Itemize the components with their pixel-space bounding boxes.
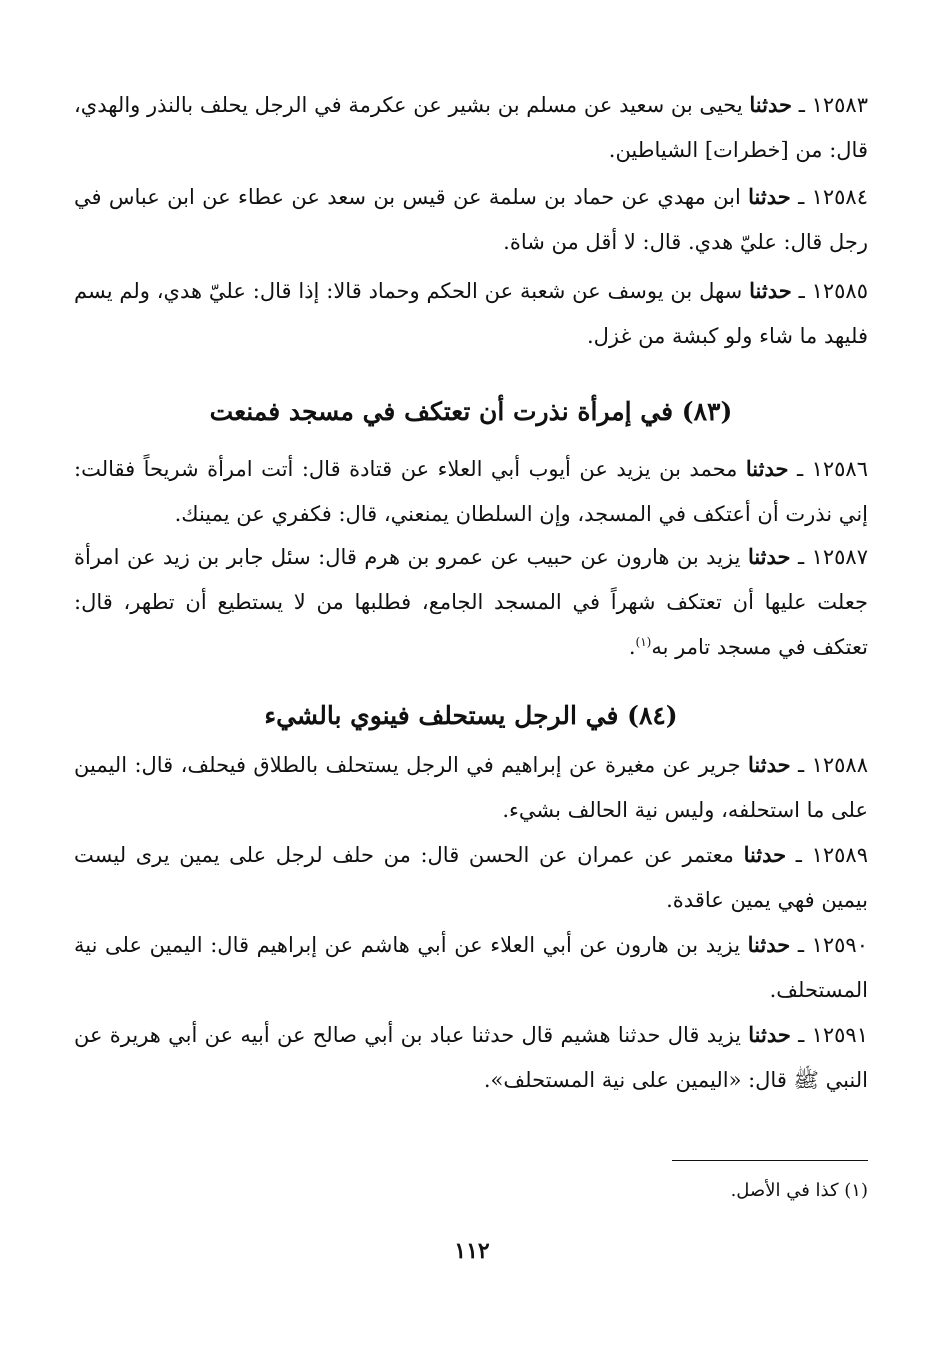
hadith-entry-12585: ١٢٥٨٥ ـ حدثنا سهل بن يوسف عن شعبة عن الحكم وحماد قالا: إذا قال: عليّ هدي، ولم يسم فليهد ما شاء ولو كبشة من غزل. <box>74 278 868 348</box>
entry-text: سهل بن يوسف عن شعبة عن الحكم وحماد قالا: إذا قال: عليّ هدي، ولم يسم فليهد ما شاء ولو كبشة من غزل. <box>74 279 868 348</box>
hadith-entry-12584: ١٢٥٨٤ ـ حدثنا ابن مهدي عن حماد بن سلمة عن قيس بن سعد عن عطاء عن ابن عباس في رجل قال: عليّ هدي. قال: لا أقل من شاة. <box>74 184 868 254</box>
footnote: (١) كذا في الأصل. <box>730 1180 868 1201</box>
chapter-heading-83: (٨٣) في إمرأة نذرت أن تعتكف في مسجد فمنعت <box>209 397 733 426</box>
entry-text: جرير عن مغيرة عن إبراهيم في الرجل يستحلف بالطلاق فيحلف، قال: اليمين على ما استحلفه، وليس نية الحالف بشيء. <box>74 753 868 822</box>
entry-number: ١٢٥٨٥ <box>811 279 868 303</box>
entry-lead: حدثنا <box>747 544 791 569</box>
entry-number: ١٢٥٨٤ <box>811 185 868 209</box>
entry-number: ١٢٥٨٣ <box>811 93 868 117</box>
hadith-entry-12589: ١٢٥٨٩ ـ حدثنا معتمر عن عمران عن الحسن قال: من حلف لرجل على يمين يرى ليست بيمين فهي يمين عاقدة. <box>74 842 868 912</box>
page-number: ١١٢ <box>454 1238 490 1264</box>
entry-text: محمد بن يزيد عن أيوب أبي العلاء عن قتادة قال: أتت امرأة شريحاً فقالت: إني نذرت أن أعتكف في المسجد، وإن السلطان يمنعني، قال: فكفري عن يمينك. <box>74 457 868 526</box>
entry-text: يزيد قال حدثنا هشيم قال حدثنا عباد بن أبي صالح عن أبيه عن أبي هريرة عن النبي ﷺ قال: «اليمين على نية المستحلف». <box>74 1023 868 1092</box>
entry-text: ابن مهدي عن حماد بن سلمة عن قيس بن سعد عن عطاء عن ابن عباس في رجل قال: عليّ هدي. قال: لا أقل من شاة. <box>74 185 868 254</box>
entry-number: ١٢٥٨٦ <box>811 457 868 481</box>
hadith-entry-12583: ١٢٥٨٣ ـ حدثنا يحيى بن سعيد عن مسلم بن بشير عن عكرمة في الرجل يحلف بالنذر والهدي، قال: من [خطرات] الشياطين. <box>74 92 868 162</box>
entry-lead: حدثنا <box>749 92 792 117</box>
entry-text: معتمر عن عمران عن الحسن قال: من حلف لرجل على يمين يرى ليست بيمين فهي يمين عاقدة. <box>74 843 868 912</box>
entry-number: ١٢٥٨٩ <box>811 843 868 867</box>
hadith-entry-12591: ١٢٥٩١ ـ حدثنا يزيد قال حدثنا هشيم قال حدثنا عباد بن أبي صالح عن أبيه عن أبي هريرة عن النبي ﷺ قال: «اليمين على نية المستحلف». <box>74 1022 868 1092</box>
entry-number: ١٢٥٩٠ <box>811 933 868 957</box>
entry-lead: حدثنا <box>749 278 792 303</box>
hadith-entry-12586: ١٢٥٨٦ ـ حدثنا محمد بن يزيد عن أيوب أبي العلاء عن قتادة قال: أتت امرأة شريحاً فقالت: إني نذرت أن أعتكف في المسجد، وإن السلطان يمنعني، قال: فكفري عن يمينك. <box>74 456 868 526</box>
footnote-marker: (١) <box>635 635 652 649</box>
entry-tail: . <box>628 635 636 659</box>
entry-lead: حدثنا <box>745 456 789 481</box>
hadith-entry-12588: ١٢٥٨٨ ـ حدثنا جرير عن مغيرة عن إبراهيم في الرجل يستحلف بالطلاق فيحلف، قال: اليمين على ما استحلفه، وليس نية الحالف بشيء. <box>74 752 868 822</box>
entry-lead: حدثنا <box>743 842 787 867</box>
entry-text: يحيى بن سعيد عن مسلم بن بشير عن عكرمة في الرجل يحلف بالنذر والهدي، قال: من [خطرات] الشياطين. <box>74 93 868 162</box>
hadith-entry-12590: ١٢٥٩٠ ـ حدثنا يزيد بن هارون عن أبي العلاء عن أبي هاشم عن إبراهيم قال: اليمين على نية المستحلف. <box>74 932 868 1002</box>
entry-number: ١٢٥٨٧ <box>811 545 868 569</box>
entry-number: ١٢٥٩١ <box>811 1023 868 1047</box>
chapter-heading-84: (٨٤) في الرجل يستحلف فينوي بالشيء <box>264 701 678 730</box>
footnote-separator <box>672 1160 868 1161</box>
entry-lead: حدثنا <box>748 184 791 209</box>
entry-text: يزيد بن هارون عن أبي العلاء عن أبي هاشم عن إبراهيم قال: اليمين على نية المستحلف. <box>74 933 868 1002</box>
hadith-entry-12587: ١٢٥٨٧ ـ حدثنا يزيد بن هارون عن حبيب عن عمرو بن هرم قال: سئل جابر بن زيد عن امرأة جعلت عليها أن تعتكف شهراً في المسجد الجامع، فطلبها من لا يستطيع أن تطهر، قال: تعتكف في مسجد تامر به$^{(١)}$. <box>74 544 868 659</box>
entry-text: يزيد بن هارون عن حبيب عن عمرو بن هرم قال: سئل جابر بن زيد عن امرأة جعلت عليها أن تعتكف شهراً في المسجد الجامع، فطلبها من لا يستطيع أن تطهر، قال: تعتكف في مسجد تامر به <box>74 545 868 659</box>
entry-lead: حدثنا <box>747 932 791 957</box>
entry-number: ١٢٥٨٨ <box>811 753 868 777</box>
entry-lead: حدثنا <box>748 1022 791 1047</box>
entry-lead: حدثنا <box>748 752 791 777</box>
